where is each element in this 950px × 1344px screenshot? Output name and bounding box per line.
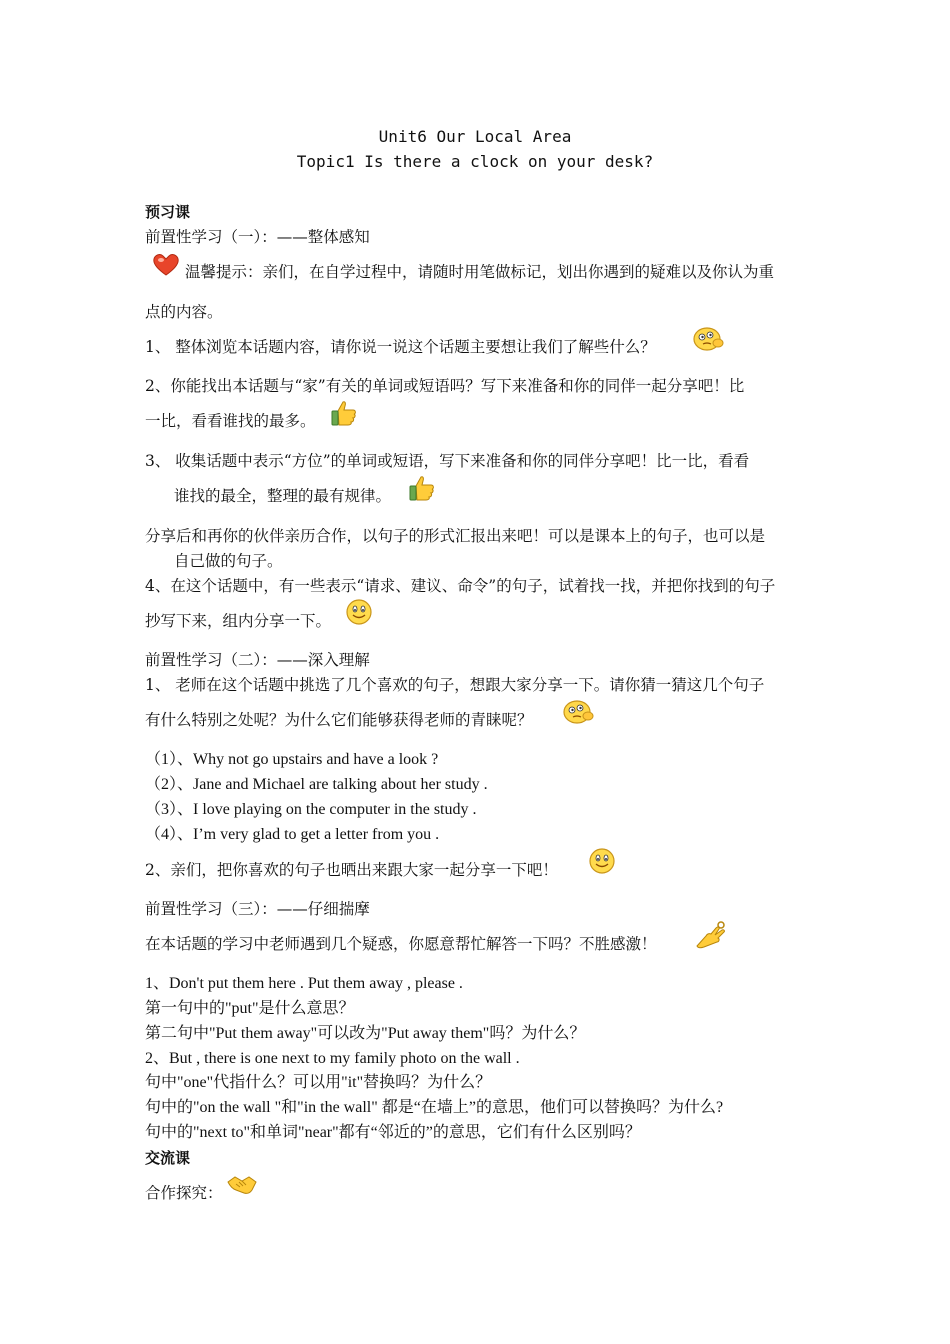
ok-hand-icon bbox=[694, 920, 728, 954]
sentence-2: （2）、Jane and Michael are talking about her study . bbox=[145, 776, 488, 793]
question-line-2: 第一句中的"put"是什么意思？ bbox=[145, 1000, 355, 1017]
question-line-7: 句中的"next to"和单词"near"都有“邻近的”的意思，它们有什么区别吗？ bbox=[145, 1124, 641, 1141]
sentence-4: （4）、I’m very glad to get a letter from you . bbox=[145, 826, 440, 843]
part-two-question-1-line-2: 有什么特别之处呢？为什么它们能够获得老师的青睐呢？ bbox=[145, 711, 533, 729]
share-line-2: 自己做的句子。 bbox=[174, 552, 283, 570]
question-3-line-2: 谁找的最全，整理的最有规律。 bbox=[174, 487, 392, 505]
part-three-intro: 在本话题的学习中老师遇到几个疑惑，你愿意帮忙解答一下吗？不胜感激！ bbox=[145, 935, 657, 953]
sentence-3: （3）、I love playing on the computer in the study . bbox=[145, 801, 477, 818]
part-two-question-1-line-1: 1、 老师在这个话题中挑选了几个喜欢的句子，想跟大家分享一下。请你猜一猜这几个句子 bbox=[145, 676, 765, 694]
question-line-3: 第二句中"Put them away"可以改为"Put away them"吗？为什么？ bbox=[145, 1025, 586, 1042]
thinking-face-icon bbox=[692, 326, 724, 356]
question-line-4: 2、But , there is one next to my family photo on the wall . bbox=[145, 1050, 520, 1067]
question-line-5: 句中"one"代指什么？可以用"it"替换吗？为什么？ bbox=[145, 1074, 492, 1091]
document-title: Unit6 Our Local Area bbox=[378, 127, 572, 146]
part-two-heading: 前置性学习（二）：——深入理解 bbox=[145, 651, 370, 669]
question-2-line-1: 2、你能找出本话题与“家”有关的单词或短语吗？写下来准备和你的同伴一起分享吧！比 bbox=[145, 377, 745, 395]
cooperate-label: 合作探究： bbox=[145, 1184, 223, 1202]
question-4-line-2: 抄写下来，组内分享一下。 bbox=[145, 612, 332, 630]
part-two-question-2: 2、亲们，把你喜欢的句子也晒出来跟大家一起分享一下吧！ bbox=[145, 861, 558, 879]
thumbs-up-icon bbox=[408, 474, 436, 506]
sentence-1: （1）、Why not go upstairs and have a look ? bbox=[145, 751, 439, 768]
question-4-line-1: 4、在这个话题中，有一些表示“请求、建议、命令”的句子，试着找一找，并把你找到的句子 bbox=[145, 577, 776, 595]
part-three-heading: 前置性学习（三）：——仔细揣摩 bbox=[145, 900, 370, 918]
question-1: 1、 整体浏览本话题内容，请你说一说这个话题主要想让我们了解些什么？ bbox=[145, 338, 656, 356]
smiley-icon bbox=[345, 598, 373, 630]
question-line-6: 句中的"on the wall "和"in the wall" 都是“在墙上”的意思，他们可以替换吗？为什么? bbox=[145, 1099, 724, 1116]
heart-icon bbox=[152, 253, 180, 281]
section-heading-exchange: 交流课 bbox=[145, 1149, 191, 1167]
question-2-line-2: 一比，看看谁找的最多。 bbox=[145, 412, 316, 430]
handshake-icon bbox=[226, 1172, 258, 1202]
smiley-icon bbox=[588, 847, 616, 879]
question-line-1: 1、Don't put them here . Put them away , please . bbox=[145, 975, 463, 992]
thinking-face-icon bbox=[562, 699, 594, 729]
tip-line-2: 点的内容。 bbox=[145, 303, 223, 321]
tip-line-1: 温馨提示：亲们，在自学过程中，请随时用笔做标记，划出你遇到的疑难以及你认为重 bbox=[185, 263, 775, 281]
document-subtitle: Topic1 Is there a clock on your desk? bbox=[296, 152, 654, 171]
thumbs-up-icon bbox=[330, 399, 358, 431]
section-heading-preview: 预习课 bbox=[145, 203, 191, 221]
part-one-heading: 前置性学习（一）：——整体感知 bbox=[145, 228, 370, 246]
share-line-1: 分享后和再你的伙伴亲历合作，以句子的形式汇报出来吧！可以是课本上的句子，也可以是 bbox=[145, 527, 766, 545]
question-3-line-1: 3、 收集话题中表示“方位”的单词或短语，写下来准备和你的同伴分享吧！比一比，看看 bbox=[145, 452, 750, 470]
